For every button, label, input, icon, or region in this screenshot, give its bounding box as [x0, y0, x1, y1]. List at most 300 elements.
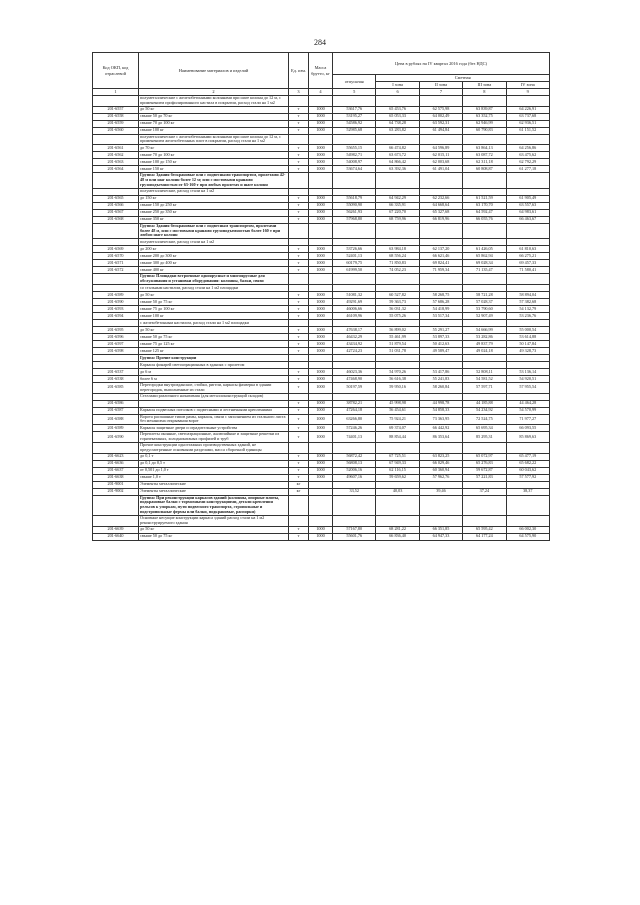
col-header-unit: Ед. изм. [289, 53, 309, 89]
row-name: Группа: При реконструкции каркасов зданий (колонны, опорные плиты, подкрановые балки с тормозными конструкциями, детали крепления рельсов к упоркам, пути подвесного транспорта, стропильные и подстропильные фермы или балки, подкрановые, распорки) [139, 495, 289, 515]
subheading-row [93, 134, 550, 145]
row-zone-1-price: 74 052,23 [376, 267, 419, 274]
row-mass: 1000 [309, 467, 333, 474]
empty-cell [506, 354, 549, 361]
col-num: 9 [506, 89, 549, 96]
empty-cell [463, 188, 506, 195]
empty-cell [333, 223, 376, 238]
empty-cell [419, 239, 462, 246]
empty-cell [333, 495, 376, 515]
empty-cell [419, 361, 462, 368]
row-price: 53674,64 [333, 166, 376, 173]
empty-cell [309, 515, 333, 526]
empty-cell [289, 393, 309, 400]
row-mass: 1000 [309, 209, 333, 216]
row-unit: т [289, 267, 309, 274]
empty-cell [463, 515, 506, 526]
table-row [93, 291, 550, 298]
row-unit: т [289, 312, 309, 319]
empty-cell [333, 515, 376, 526]
row-zone-3-price: 63 864,13 [463, 145, 506, 152]
row-name: Каркасы подвесных потолков с подвесными и лестничными креплениями [139, 407, 289, 414]
row-name: свыше 125 кг [139, 347, 289, 354]
row-name: от 0,501 до 1,0 т [139, 467, 289, 474]
empty-cell [376, 173, 419, 188]
row-zone-2-price: 73 363,95 [419, 414, 462, 425]
row-price: 56808,13 [333, 460, 376, 467]
row-code: 201-6560 [93, 127, 139, 134]
empty-cell [506, 274, 549, 285]
row-price: 54586,92 [333, 120, 376, 127]
empty-cell [333, 354, 376, 361]
row-zone-4-price: 44 464,28 [506, 400, 549, 407]
row-zone-3-price: 63 839,87 [463, 106, 506, 113]
empty-cell [419, 319, 462, 326]
row-unit: т [289, 216, 309, 223]
col-header-code: Код ОКП, код отраслевой [93, 53, 139, 89]
row-zone-1-price: 66 474,82 [376, 145, 419, 152]
row-zone-2-price: 66 819,96 [419, 216, 462, 223]
group-heading-row [93, 223, 550, 238]
row-unit: т [289, 347, 309, 354]
row-zone-2-price: 60 360,94 [419, 467, 462, 474]
row-price: 55618,79 [333, 195, 376, 202]
row-code: 201-6570 [93, 253, 139, 260]
row-mass: 1000 [309, 526, 333, 533]
table-row [93, 432, 550, 443]
row-code: 201-6562 [93, 152, 139, 159]
row-price [333, 481, 376, 488]
row-zone-3-price: 66 055,76 [463, 216, 506, 223]
table-row [93, 474, 550, 481]
table-row [93, 267, 550, 274]
row-zone-4-price [506, 481, 549, 488]
empty-cell [93, 495, 139, 515]
empty-cell [289, 173, 309, 188]
row-code: 201-6564 [93, 166, 139, 173]
row-zone-3-price: 59 672,87 [463, 467, 506, 474]
subheading-row [93, 188, 550, 195]
row-name [139, 400, 289, 407]
row-zone-1-price: 64 942,29 [376, 195, 419, 202]
row-zone-1-price: 59 659,62 [376, 474, 419, 481]
row-zone-4-price: 61 905,49 [506, 195, 549, 202]
row-zone-4-price: 49 328,73 [506, 347, 549, 354]
empty-cell [463, 223, 506, 238]
empty-cell [376, 319, 419, 326]
row-unit: т [289, 120, 309, 127]
empty-cell [419, 354, 462, 361]
empty-cell [93, 223, 139, 238]
row-zone-1-price: 56 454,61 [376, 407, 419, 414]
row-mass: 1000 [309, 414, 333, 425]
row-zone-4-price: 61 151,52 [506, 127, 549, 134]
row-name: свыше 200 до 300 кг [139, 253, 289, 260]
row-zone-3-price: 65 695,34 [463, 425, 506, 432]
row-zone-2-price: 53 517,34 [419, 312, 462, 319]
row-unit: т [289, 460, 309, 467]
empty-cell [506, 393, 549, 400]
empty-cell [376, 354, 419, 361]
row-zone-2-price: 66 621,46 [419, 253, 462, 260]
row-zone-1-price: 62 116,15 [376, 467, 419, 474]
empty-cell [309, 442, 333, 453]
row-mass: 1000 [309, 333, 333, 340]
row-code: 201-9001 [93, 481, 139, 488]
row-code: 201-9002 [93, 488, 139, 495]
row-zone-3-price: 65 276,83 [463, 460, 506, 467]
row-zone-2-price: 62 575,98 [419, 106, 462, 113]
row-zone-1-price: 63 392,36 [376, 166, 419, 173]
row-mass: 1000 [309, 291, 333, 298]
row-zone-4-price: 57 955,54 [506, 382, 549, 393]
row-zone-1-price: 56 616,38 [376, 375, 419, 382]
row-name: Группа: Прочие конструкции [139, 354, 289, 361]
empty-cell [93, 319, 139, 326]
row-price: 54008,97 [333, 159, 376, 166]
row-zone-2-price: 54 418,99 [419, 305, 462, 312]
row-zone-1-price: 67 220,70 [376, 209, 419, 216]
row-zone-2-price: 63 823,25 [419, 453, 462, 460]
empty-cell [419, 274, 462, 285]
row-name: Группа: Площадки встроенные одноярусные и многоярусные для обслуживания и установки оборудования: колонны, балки, связи [139, 274, 289, 285]
empty-cell [376, 188, 419, 195]
row-code: 201-6565 [93, 195, 139, 202]
row-code: 201-6589 [93, 425, 139, 432]
empty-cell [376, 223, 419, 238]
col-header-stores: отпускная [333, 75, 376, 89]
row-unit: т [289, 432, 309, 443]
row-name: свыше 70 до 100 кг [139, 120, 289, 127]
empty-cell [93, 354, 139, 361]
row-unit: т [289, 326, 309, 333]
row-name: до 6 м [139, 368, 289, 375]
row-unit: т [289, 253, 309, 260]
row-zone-1-price: 40,03 [376, 488, 419, 495]
row-mass: 1000 [309, 216, 333, 223]
col-num: 6 [376, 89, 419, 96]
row-zone-3-price: 49 837,79 [463, 340, 506, 347]
row-zone-4-price: 60 043,62 [506, 467, 549, 474]
empty-cell [506, 284, 549, 291]
row-zone-3-price: 44 185,88 [463, 400, 506, 407]
empty-cell [333, 239, 376, 246]
empty-cell [93, 274, 139, 285]
subheading-row [93, 239, 550, 246]
empty-cell [93, 134, 139, 145]
row-zone-4-price: 66 093,55 [506, 425, 549, 432]
row-mass: 1000 [309, 368, 333, 375]
row-unit: т [289, 305, 309, 312]
row-code: 201-6567 [93, 209, 139, 216]
row-name: свыше 75 до 125 кг [139, 340, 289, 347]
row-zone-2-price: 66 029,46 [419, 460, 462, 467]
row-zone-3-price: 63 170,70 [463, 202, 506, 209]
empty-cell [333, 393, 376, 400]
row-price: 63266,80 [333, 414, 376, 425]
row-price: 55655,15 [333, 145, 376, 152]
row-zone-1-price [376, 481, 419, 488]
empty-cell [289, 134, 309, 145]
row-mass: 1000 [309, 267, 333, 274]
row-zone-4-price: 63 475,62 [506, 152, 549, 159]
row-name: полуметаллические, расход стали на 1 м2 [139, 188, 289, 195]
row-unit: т [289, 474, 309, 481]
col-num: 2 [139, 89, 289, 96]
row-mass: 1000 [309, 400, 333, 407]
row-unit: т [289, 145, 309, 152]
row-name: до 50 кг [139, 106, 289, 113]
row-code: 201-6594 [93, 312, 139, 319]
row-price: 57167,80 [333, 526, 376, 533]
row-price: 46432,29 [333, 333, 376, 340]
row-mass: 1000 [309, 533, 333, 540]
row-zone-4-price: 62 792,29 [506, 159, 549, 166]
row-name: свыше 1,0 т [139, 474, 289, 481]
row-zone-1-price: 64 738,28 [376, 120, 419, 127]
empty-cell [463, 354, 506, 361]
row-zone-4-price: 58 894,04 [506, 291, 549, 298]
col-header-mass: Масса брутто, кг [309, 53, 333, 89]
empty-cell [333, 96, 376, 107]
row-code: 201-6636 [93, 460, 139, 467]
col-header-zone-3: III зона [463, 82, 506, 89]
row-zone-1-price: 68 759,96 [376, 216, 419, 223]
row-zone-3-price: 62 311,18 [463, 159, 506, 166]
empty-cell [463, 134, 506, 145]
row-zone-2-price: 64 947,33 [419, 533, 462, 540]
empty-cell [333, 319, 376, 326]
group-heading-row [93, 495, 550, 515]
row-zone-2-price: 62 137,20 [419, 246, 462, 253]
row-zone-4-price: 66 002,30 [506, 526, 549, 533]
empty-cell [309, 361, 333, 368]
row-mass: 1000 [309, 106, 333, 113]
table-row [93, 333, 550, 340]
empty-cell [506, 361, 549, 368]
row-price: 52985,68 [333, 127, 376, 134]
row-name: Переплеты оконные, светоаэрационные, жалюзийные и защитные решетки из горячекатаных, холоднокатаных профилей и труб [139, 432, 289, 443]
row-code: 201-6566 [93, 202, 139, 209]
row-zone-3-price: 63 352,75 [463, 113, 506, 120]
row-mass [309, 488, 333, 495]
empty-cell [463, 442, 506, 453]
row-zone-3-price: 57 221,83 [463, 474, 506, 481]
col-header-name: Наименование материалов и изделий [139, 53, 289, 89]
row-unit: т [289, 106, 309, 113]
row-zone-1-price: 71 850,83 [376, 260, 419, 267]
table-row [93, 481, 550, 488]
row-price: 50197,59 [333, 382, 376, 393]
subheading-row [93, 393, 550, 400]
row-zone-1-price: 68 281,22 [376, 526, 419, 533]
row-name: свыше 350 кг [139, 216, 289, 223]
row-zone-2-price: 61 491,04 [419, 166, 462, 173]
row-zone-3-price: 61 521,59 [463, 195, 506, 202]
empty-cell [309, 173, 333, 188]
row-mass: 1000 [309, 305, 333, 312]
row-zone-1-price: 56 899,02 [376, 326, 419, 333]
row-zone-4-price: 61 810,63 [506, 246, 549, 253]
empty-cell [463, 284, 506, 291]
empty-cell [93, 442, 139, 453]
row-unit: т [289, 333, 309, 340]
empty-cell [309, 284, 333, 291]
row-zone-1-price: 64 866,42 [376, 159, 419, 166]
table-row [93, 298, 550, 305]
row-price: 53726,66 [333, 246, 376, 253]
row-zone-1-price: 55 075,26 [376, 312, 419, 319]
row-zone-4-price: 54 570,99 [506, 407, 549, 414]
row-name: до 0,1 до 0,5 т [139, 460, 289, 467]
row-name: до 50 кг [139, 526, 289, 533]
row-unit: т [289, 407, 309, 414]
empty-cell [289, 319, 309, 326]
table-row [93, 166, 550, 173]
empty-cell [419, 515, 462, 526]
row-zone-4-price: 85 869,63 [506, 432, 549, 443]
row-mass: 1000 [309, 202, 333, 209]
row-name: Группа: Здания бескрановые или с подвесным транспортом, пролетами более 48 м, или с мостовыми кранами грузоподъемностью более 160 т при любом шаге колонн [139, 223, 289, 238]
row-zone-3-price: 61 426,05 [463, 246, 506, 253]
empty-cell [289, 274, 309, 285]
row-price: 49291,69 [333, 298, 376, 305]
row-price: 55090,90 [333, 202, 376, 209]
row-code: 201-6595 [93, 326, 139, 333]
table-row [93, 216, 550, 223]
row-price: 57968,80 [333, 216, 376, 223]
empty-cell [289, 223, 309, 238]
table-row [93, 120, 550, 127]
row-zone-1-price: 65 053,33 [376, 113, 419, 120]
col-num: 3 [289, 89, 309, 96]
row-zone-3-price: 53 790,60 [463, 305, 506, 312]
row-name: свыше 400 кг [139, 267, 289, 274]
row-price: 56872,42 [333, 453, 376, 460]
row-code: 201-6585 [93, 382, 139, 393]
table-row [93, 400, 550, 407]
row-zone-3-price: 54 581,52 [463, 375, 506, 382]
table-row [93, 106, 550, 113]
row-zone-2-price: 53 897,33 [419, 333, 462, 340]
empty-cell [506, 96, 549, 107]
row-zone-2-price: 69 824,41 [419, 260, 462, 267]
empty-cell [93, 515, 139, 526]
empty-cell [309, 393, 333, 400]
table-row [93, 347, 550, 354]
row-zone-2-price: 39,46 [419, 488, 462, 495]
row-mass: 1000 [309, 113, 333, 120]
table-row [93, 488, 550, 495]
empty-cell [333, 274, 376, 285]
subheading-row [93, 284, 550, 291]
row-zone-4-price: 53 136,14 [506, 368, 549, 375]
empty-cell [93, 188, 139, 195]
row-unit: т [289, 260, 309, 267]
table-row [93, 425, 550, 432]
empty-cell [419, 495, 462, 515]
row-name: свыше 50 до 75 кг [139, 533, 289, 540]
empty-cell [506, 239, 549, 246]
row-zone-3-price: 52 808,11 [463, 368, 506, 375]
row-zone-2-price: 64 596,89 [419, 145, 462, 152]
empty-cell [506, 188, 549, 195]
row-price: 56261,93 [333, 209, 376, 216]
empty-cell [309, 274, 333, 285]
row-price: 52006,16 [333, 467, 376, 474]
row-name: свыше 100 до 150 кг [139, 159, 289, 166]
row-unit: т [289, 159, 309, 166]
row-unit: кг [289, 488, 309, 495]
col-header-price-group: Цена в рублях на IV квартал 2016 года (без НДС) [333, 53, 550, 75]
row-name: свыше 250 до 350 кг [139, 209, 289, 216]
empty-cell [463, 173, 506, 188]
row-unit: т [289, 526, 309, 533]
row-code: 201-6571 [93, 260, 139, 267]
row-zone-2-price: 61 494,84 [419, 127, 462, 134]
row-mass: 1000 [309, 326, 333, 333]
row-zone-4-price: 65 682,22 [506, 460, 549, 467]
table-row [93, 340, 550, 347]
empty-cell [419, 442, 462, 453]
row-zone-2-price: 62 232,66 [419, 195, 462, 202]
row-mass: 1000 [309, 375, 333, 382]
subheading-row [93, 319, 550, 326]
row-code: 201-6588 [93, 414, 139, 425]
table-row [93, 305, 550, 312]
table-row [93, 152, 550, 159]
row-zone-3-price: 54 666,99 [463, 326, 506, 333]
table-row [93, 113, 550, 120]
row-name: полуметаллические, расход стали на 1 м2 [139, 239, 289, 246]
empty-cell [506, 173, 549, 188]
row-code: 201-6640 [93, 533, 139, 540]
col-num: 5 [333, 89, 376, 96]
row-zone-4-price: 63 737,68 [506, 113, 549, 120]
table-row [93, 407, 550, 414]
row-zone-4-price: 53 236,76 [506, 312, 549, 319]
col-num: 8 [463, 89, 506, 96]
table-row [93, 127, 550, 134]
table-row [93, 414, 550, 425]
empty-cell [376, 515, 419, 526]
empty-cell [289, 361, 309, 368]
subheading-row [93, 96, 550, 107]
row-mass: 1000 [309, 145, 333, 152]
row-price: 38782,21 [333, 400, 376, 407]
empty-cell [333, 361, 376, 368]
row-unit: т [289, 166, 309, 173]
row-mass: 1000 [309, 453, 333, 460]
row-name: Стеллажи различного назначения (для металлоконструкций складов) [139, 393, 289, 400]
row-code: 201-6538 [93, 375, 139, 382]
row-unit: т [289, 291, 309, 298]
row-zone-3-price [463, 481, 506, 488]
row-unit: т [289, 375, 309, 382]
row-mass: 1000 [309, 246, 333, 253]
row-name: Элементы металлические [139, 488, 289, 495]
empty-cell [309, 239, 333, 246]
row-zone-1-price: 67 725,51 [376, 453, 419, 460]
row-unit: т [289, 368, 309, 375]
subheading-row [93, 361, 550, 368]
row-zone-2-price: 63 592,31 [419, 120, 462, 127]
row-zone-2-price: 44 998,78 [419, 400, 462, 407]
row-zone-2-price: 64 668,64 [419, 202, 462, 209]
empty-cell [506, 134, 549, 145]
row-zone-3-price: 54 234,92 [463, 407, 506, 414]
empty-cell [309, 96, 333, 107]
